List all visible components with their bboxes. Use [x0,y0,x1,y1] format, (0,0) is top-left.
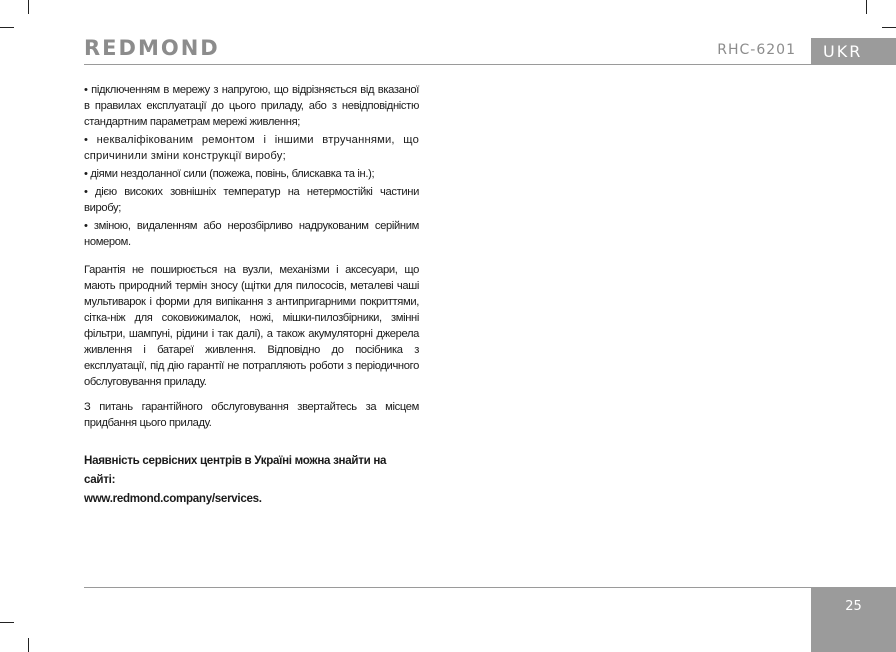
warranty-bullet: • підключенням в мережу з напругою, що відрізняється від вказаної в правилах експлуатації до цього приладу, або з невідповідністю стандартним параметрам мережі живлення; [84,84,419,128]
page-content [84,82,419,508]
warranty-exclusions-paragraph: Гарантія не поширюється на вузли, механізми і аксесуари, що мають природний термін зносу (щітки для пилососів, металеві чаші мультиварок і форми для випікання з антипригарними покриттями, сітка-ніж для соковижималок, ножі, мішки-пилозбірники, змінні фільтри, шампуні, рідини і так далі), а також акумуляторні джерела живлення і батареї живлення. Відповідно до посібника з експлуатації, під дію гарантії не потрапляють роботи з періодичного обслуговування приладу. [84,264,419,388]
crop-mark [28,0,29,14]
warranty-bullet: • некваліфікованим ремонтом і іншими втручаннями, що спричинили зміни конструкції виробу; [84,134,419,162]
crop-mark [882,27,896,28]
language-tab: UKR [811,38,896,65]
model-number: RHC-6201 [717,42,796,58]
header-divider [84,64,896,65]
warranty-bullet: • діями нездоланної сили (пожежа, повінь, блискавка та ін.); [84,168,375,180]
warranty-bullet: • зміною, видаленням або нерозбірливо надрукованим серійним номером. [84,220,419,248]
service-centers-note: Наявність сервісних центрів в Україні можна знайти на сайті: [84,454,387,486]
footer-divider [84,587,811,588]
warranty-service-paragraph: З питань гарантійного обслуговування звертайтесь за місцем придбання цього приладу. [84,401,419,429]
crop-mark [0,622,14,623]
warranty-bullet: • дією високих зовнішніх температур на нетермостійкі частини виробу; [84,186,419,214]
crop-mark [0,27,14,28]
brand-logo: REDMOND [84,36,220,60]
crop-mark [866,0,867,14]
service-url[interactable]: www.redmond.company/services. [84,492,262,505]
crop-mark [28,638,29,652]
page-number: 25 [811,587,896,652]
